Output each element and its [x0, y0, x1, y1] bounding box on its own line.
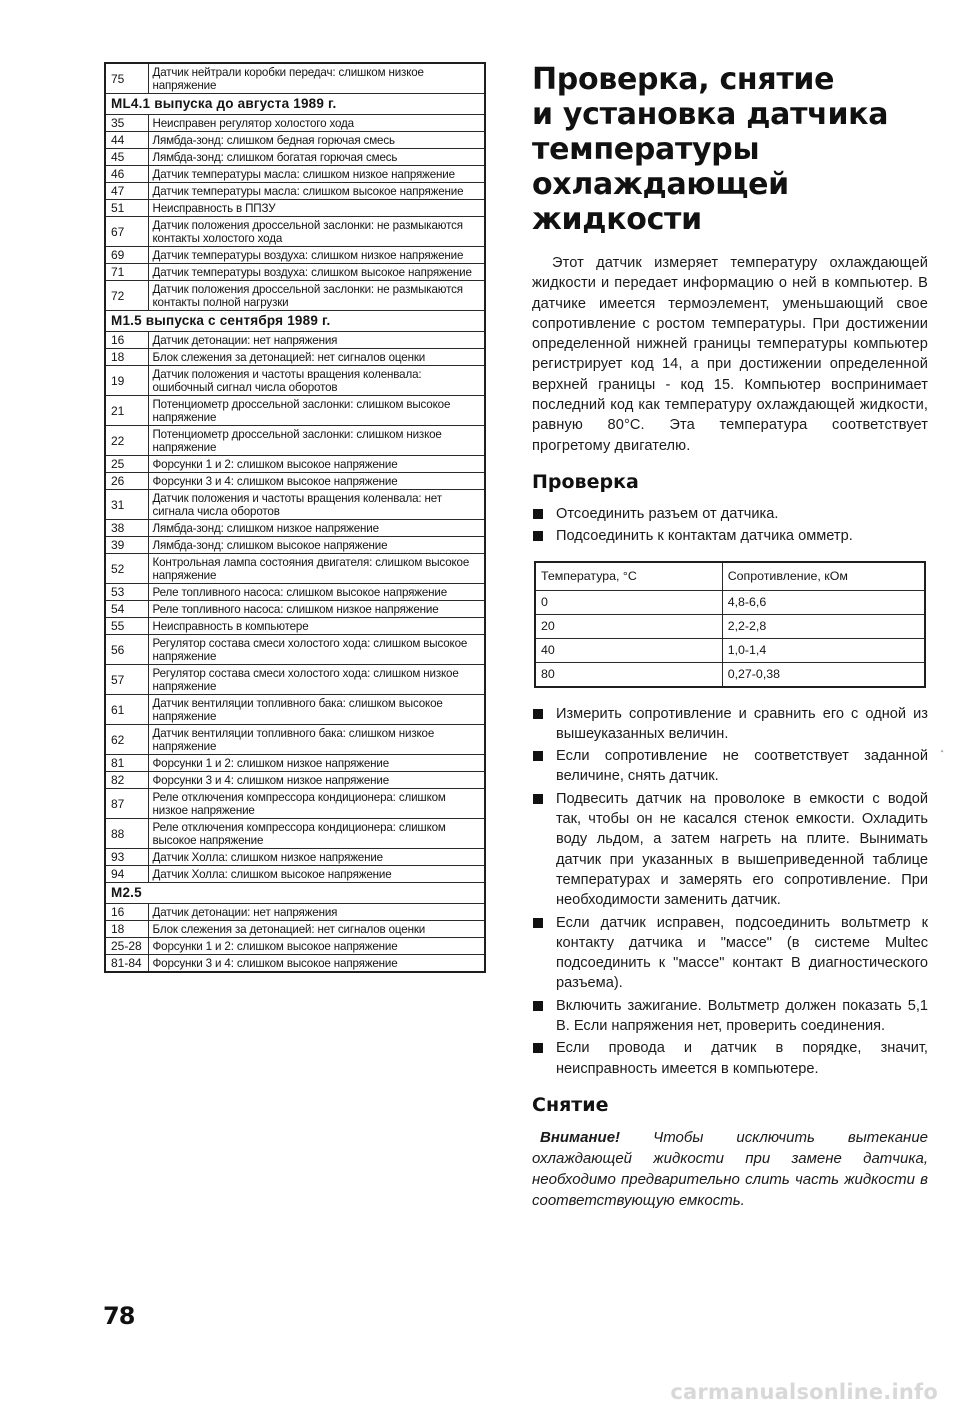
fault-code-cell: 75: [105, 63, 148, 94]
fault-description-cell: Регулятор состава смеси холостого хода: слишком высокое напряжение: [148, 635, 485, 665]
table-row: [105, 183, 485, 200]
fault-description-cell: Лямбда-зонд: слишком высокое напряжение: [148, 537, 485, 554]
fault-description-cell: Неисправность в компьютере: [148, 618, 485, 635]
fault-code-cell: 45: [105, 149, 148, 166]
removal-heading: Снятие: [532, 1093, 609, 1116]
fault-code-cell: 93: [105, 849, 148, 866]
table-row: [105, 456, 485, 473]
fault-description-cell: Регулятор состава смеси холостого хода: слишком низкое напряжение: [148, 665, 485, 695]
article-heading: [532, 62, 928, 237]
fault-description-cell: Неисправен регулятор холостого хода: [148, 115, 485, 132]
list-item: [532, 704, 928, 745]
fault-description-cell: Неисправность в ППЗУ: [148, 200, 485, 217]
fault-description-cell: Реле топливного насоса: слишком низкое напряжение: [148, 601, 485, 618]
heading-line: Проверка, снятие: [532, 62, 835, 97]
intro-paragraph: Этот датчик измеряет температуру охлаждающей жидкости и передает информацию о ней в компьютер. В датчике имеется термоэлемент, уменьшающий свое сопротивление с ростом температуры. При достижении определенной нижней границы температуры компьютер регистрирует код 14, а при достижении определенной верхней границы - код 15. Компьютер воспринимает последний код как температуру охлаждающей жидкости, равную 80°С. Эта температура соответствует прогретому двигателю.: [532, 255, 928, 454]
temperature-cell: 80: [535, 662, 722, 687]
fault-code-cell: 54: [105, 601, 148, 618]
table-row: [105, 473, 485, 490]
table-row: [105, 63, 485, 94]
table-row: [105, 396, 485, 426]
page-number: 78: [103, 1302, 135, 1330]
table-header-row: [535, 562, 925, 591]
check-steps-list-2: [532, 704, 928, 1079]
fault-code-cell: 67: [105, 217, 148, 247]
fault-code-cell: 21: [105, 396, 148, 426]
section-title: M2.5: [105, 883, 485, 904]
bullet-square-icon: [533, 918, 543, 928]
fault-description-cell: Датчик положения и частоты вращения коленвала: нет сигнала числа оборотов: [148, 490, 485, 520]
fault-description-cell: Реле отключения компрессора кондиционера: слишком высокое напряжение: [148, 819, 485, 849]
bullet-square-icon: [533, 709, 543, 719]
table-row: [105, 695, 485, 725]
fault-code-cell: 56: [105, 635, 148, 665]
fault-code-cell: 88: [105, 819, 148, 849]
step-text: Если датчик исправен, подсоединить вольтметр к контакту датчика и "массе" (в системе Multec подсоединить к "массе" контакт В диагностического разъема).: [556, 914, 928, 992]
table-row: [105, 635, 485, 665]
fault-description-cell: Форсунки 1 и 2: слишком высокое напряжение: [148, 456, 485, 473]
table-row: [105, 537, 485, 554]
fault-description-cell: Форсунки 1 и 2: слишком низкое напряжение: [148, 755, 485, 772]
temperature-cell: 0: [535, 590, 722, 614]
fault-code-cell: 38: [105, 520, 148, 537]
fault-code-cell: 55: [105, 618, 148, 635]
fault-description-cell: Датчик положения и частоты вращения коленвала: ошибочный сигнал числа оборотов: [148, 366, 485, 396]
fault-code-cell: 16: [105, 332, 148, 349]
fault-description-cell: Датчик температуры масла: слишком низкое напряжение: [148, 166, 485, 183]
fault-code-cell: 19: [105, 366, 148, 396]
fault-description-cell: Лямбда-зонд: слишком низкое напряжение: [148, 520, 485, 537]
heading-line: температуры: [532, 132, 760, 167]
fault-code-cell: 61: [105, 695, 148, 725]
table-row: [105, 866, 485, 883]
fault-code-cell: 44: [105, 132, 148, 149]
watermark: carmanualsonline.info: [670, 1380, 938, 1404]
list-item: [532, 504, 928, 524]
fault-code-cell: 26: [105, 473, 148, 490]
list-item: [532, 996, 928, 1037]
fault-code-cell: 82: [105, 772, 148, 789]
table-row: [105, 281, 485, 311]
table-row: [105, 618, 485, 635]
list-item: [532, 746, 928, 787]
fault-description-cell: Датчик положения дроссельной заслонки: не размыкаются контакты холостого хода: [148, 217, 485, 247]
table-row: [105, 490, 485, 520]
table-row: [105, 349, 485, 366]
bullet-square-icon: [533, 794, 543, 804]
fault-description-cell: Датчик положения дроссельной заслонки: не размыкаются контакты полной нагрузки: [148, 281, 485, 311]
table-row: [105, 938, 485, 955]
table-row: [105, 921, 485, 938]
fault-code-cell: 81: [105, 755, 148, 772]
resistance-cell: 0,27-0,38: [722, 662, 925, 687]
temperature-cell: 20: [535, 614, 722, 638]
column-header-resistance: Сопротивление, кОм: [722, 562, 925, 591]
section-header-row: [105, 883, 485, 904]
warning-label: Внимание!: [540, 1128, 621, 1146]
table-row: [105, 601, 485, 618]
column-header-temperature: Температура, °С: [535, 562, 722, 591]
list-item: [532, 913, 928, 994]
resistance-cell: 1,0-1,4: [722, 638, 925, 662]
warning-paragraph: [532, 1127, 928, 1211]
bullet-square-icon: [533, 751, 543, 761]
fault-description-cell: Потенциометр дроссельной заслонки: слишком высокое напряжение: [148, 396, 485, 426]
step-text: Измерить сопротивление и сравнить его с одной из вышеуказанных величин.: [556, 705, 928, 742]
list-item: [532, 526, 928, 546]
fault-code-cell: 18: [105, 921, 148, 938]
step-text: Подвесить датчик на проволоке в емкости с водой так, чтобы он не касался стенок емкости. Охладить воду льдом, а затем нагреть на плите. Вынимать датчик при указанных в вышеприведенной таблице температурах и замерять его сопротивление. При необходимости заменить датчик.: [556, 790, 928, 909]
fault-code-cell: 51: [105, 200, 148, 217]
list-item: [532, 789, 928, 911]
heading-line: жидкости: [532, 202, 702, 237]
table-row: [535, 662, 925, 687]
table-row: [105, 755, 485, 772]
table-row: [105, 426, 485, 456]
fault-code-cell: 72: [105, 281, 148, 311]
fault-description-cell: Реле топливного насоса: слишком высокое напряжение: [148, 584, 485, 601]
fault-description-cell: Блок слежения за детонацией: нет сигналов оценки: [148, 349, 485, 366]
fault-description-cell: Лямбда-зонд: слишком богатая горючая смесь: [148, 149, 485, 166]
section-title: M1.5 выпуска с сентября 1989 г.: [105, 311, 485, 332]
table-row: [535, 638, 925, 662]
table-row: [105, 520, 485, 537]
table-row: [105, 665, 485, 695]
table-row: [105, 554, 485, 584]
fault-description-cell: Датчик температуры масла: слишком высокое напряжение: [148, 183, 485, 200]
fault-description-cell: Датчик Холла: слишком низкое напряжение: [148, 849, 485, 866]
resistance-table: [534, 561, 926, 688]
step-text: Включить зажигание. Вольтметр должен показать 5,1 В. Если напряжения нет, проверить соединения.: [556, 997, 928, 1035]
fault-code-cell: 69: [105, 247, 148, 264]
fault-code-table: [104, 62, 486, 973]
fault-code-cell: 57: [105, 665, 148, 695]
temperature-cell: 40: [535, 638, 722, 662]
stray-mark: ˛: [941, 742, 945, 753]
fault-code-table-body: [105, 63, 485, 972]
resistance-cell: 2,2-2,8: [722, 614, 925, 638]
fault-description-cell: Датчик детонации: нет напряжения: [148, 332, 485, 349]
list-item: [532, 1038, 928, 1079]
table-row: [105, 772, 485, 789]
section-title: ML4.1 выпуска до августа 1989 г.: [105, 94, 485, 115]
fault-code-cell: 71: [105, 264, 148, 281]
table-row: [535, 590, 925, 614]
table-row: [105, 217, 485, 247]
table-row: [105, 849, 485, 866]
table-row: [105, 115, 485, 132]
table-row: [105, 247, 485, 264]
bullet-square-icon: [533, 531, 543, 541]
check-steps-list: [532, 504, 928, 547]
fault-code-cell: 87: [105, 789, 148, 819]
table-row: [105, 332, 485, 349]
table-row: [105, 132, 485, 149]
fault-code-cell: 46: [105, 166, 148, 183]
fault-description-cell: Датчик детонации: нет напряжения: [148, 904, 485, 921]
table-row: [105, 366, 485, 396]
warning-text: Чтобы исключить вытекание охлаждающей жидкости при замене датчика, необходимо предварительно слить часть жидкости в соответствующую емкость.: [532, 1128, 928, 1209]
fault-description-cell: Форсунки 3 и 4: слишком высокое напряжение: [148, 955, 485, 973]
fault-description-cell: Форсунки 3 и 4: слишком высокое напряжение: [148, 473, 485, 490]
resistance-cell: 4,8-6,6: [722, 590, 925, 614]
section-header-row: [105, 94, 485, 115]
table-row: [105, 955, 485, 973]
fault-code-cell: 16: [105, 904, 148, 921]
bullet-square-icon: [533, 1001, 543, 1011]
step-text: Подсоединить к контактам датчика омметр.: [556, 528, 853, 545]
table-row: [105, 819, 485, 849]
fault-code-cell: 81-84: [105, 955, 148, 973]
article-column: [532, 62, 928, 1211]
step-text: Отсоединить разъем от датчика.: [556, 505, 779, 522]
table-row: [105, 584, 485, 601]
fault-description-cell: Лямбда-зонд: слишком бедная горючая смесь: [148, 132, 485, 149]
fault-description-cell: Датчик температуры воздуха: слишком высокое напряжение: [148, 264, 485, 281]
table-row: [105, 904, 485, 921]
fault-code-cell: 94: [105, 866, 148, 883]
fault-description-cell: Реле отключения компрессора кондиционера: слишком низкое напряжение: [148, 789, 485, 819]
fault-description-cell: Форсунки 3 и 4: слишком низкое напряжение: [148, 772, 485, 789]
fault-code-cell: 62: [105, 725, 148, 755]
section-header-row: [105, 311, 485, 332]
table-row: [105, 200, 485, 217]
fault-code-cell: 31: [105, 490, 148, 520]
fault-description-cell: Блок слежения за детонацией: нет сигналов оценки: [148, 921, 485, 938]
fault-code-cell: 35: [105, 115, 148, 132]
table-row: [105, 264, 485, 281]
table-row: [105, 789, 485, 819]
fault-description-cell: Датчик температуры воздуха: слишком низкое напряжение: [148, 247, 485, 264]
fault-code-cell: 22: [105, 426, 148, 456]
check-heading: Проверка: [532, 470, 639, 493]
bullet-square-icon: [533, 1043, 543, 1053]
fault-description-cell: Потенциометр дроссельной заслонки: слишком низкое напряжение: [148, 426, 485, 456]
bullet-square-icon: [533, 509, 543, 519]
fault-description-cell: Форсунки 1 и 2: слишком высокое напряжение: [148, 938, 485, 955]
fault-code-cell: 52: [105, 554, 148, 584]
table-row: [105, 725, 485, 755]
step-text: Если сопротивление не соответствует заданной величине, снять датчик.: [556, 748, 928, 785]
table-row: [105, 149, 485, 166]
table-row: [535, 614, 925, 638]
fault-code-cell: 25-28: [105, 938, 148, 955]
fault-code-cell: 39: [105, 537, 148, 554]
fault-code-cell: 18: [105, 349, 148, 366]
fault-code-cell: 53: [105, 584, 148, 601]
fault-code-cell: 47: [105, 183, 148, 200]
fault-description-cell: Датчик нейтрали коробки передач: слишком низкое напряжение: [148, 63, 485, 94]
heading-line: и установка датчика: [532, 97, 889, 132]
step-text: Если провода и датчик в порядке, значит, неисправность имеется в компьютере.: [556, 1040, 928, 1077]
fault-description-cell: Контрольная лампа состояния двигателя: слишком высокое напряжение: [148, 554, 485, 584]
fault-code-cell: 25: [105, 456, 148, 473]
fault-description-cell: Датчик вентиляции топливного бака: слишком высокое напряжение: [148, 695, 485, 725]
table-row: [105, 166, 485, 183]
fault-description-cell: Датчик Холла: слишком высокое напряжение: [148, 866, 485, 883]
heading-line: охлаждающей: [532, 167, 789, 202]
fault-description-cell: Датчик вентиляции топливного бака: слишком низкое напряжение: [148, 725, 485, 755]
